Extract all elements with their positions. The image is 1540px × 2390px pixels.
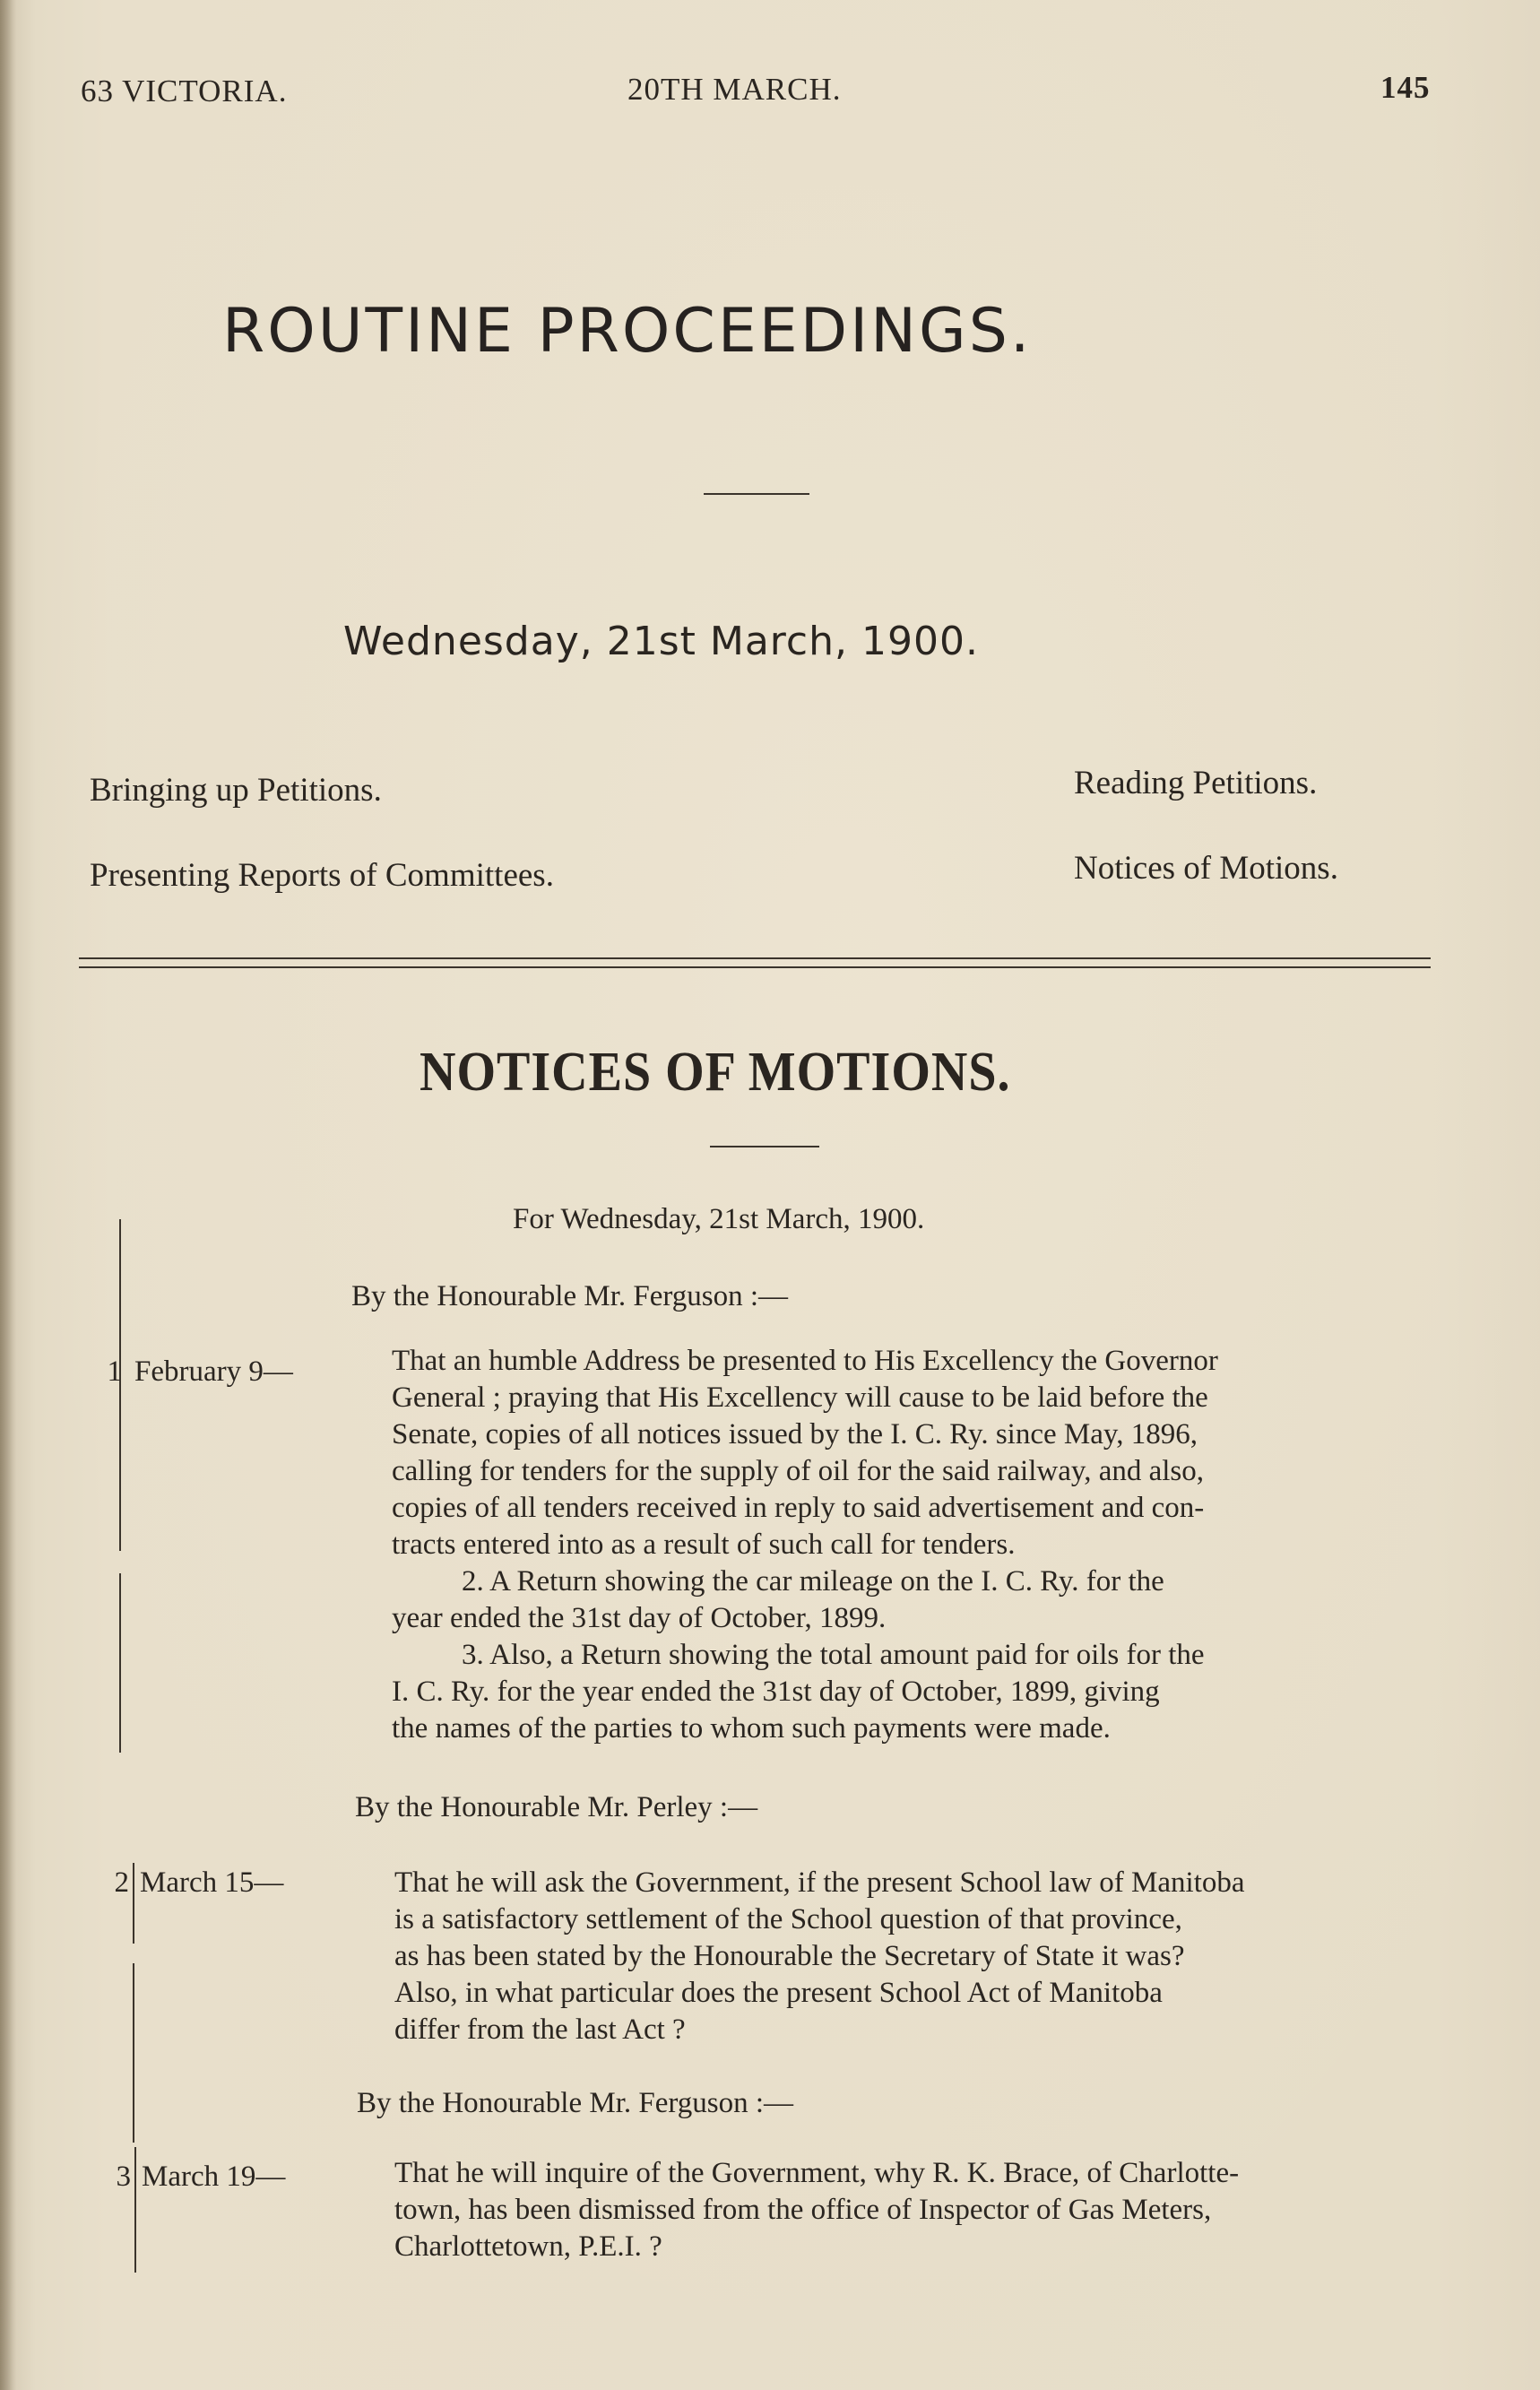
- entry-1-line-7: 2. A Return showing the car mileage on the I. C. Ry. for the: [462, 1565, 1164, 1598]
- margin-rule-entry-2-cont: [133, 1963, 134, 2143]
- binding-shadow: [0, 0, 16, 2390]
- entry-1-number: 1: [107, 1355, 122, 1388]
- entry-1-line-9: 3. Also, a Return showing the total amount paid for oils for the: [462, 1639, 1205, 1671]
- section-divider-top: [79, 957, 1431, 959]
- margin-rule-entry-2: [133, 1863, 134, 1944]
- order-item-notices-of-motions: Notices of Motions.: [1074, 850, 1338, 887]
- entry-3-mover: By the Honourable Mr. Ferguson :—: [357, 2087, 794, 2119]
- entry-1-line-5: copies of all tenders received in reply to said advertisement and con-: [392, 1492, 1205, 1524]
- section-title-rule: [710, 1146, 819, 1147]
- entry-1-line-2: General ; praying that His Excellency will cause to be laid before the: [392, 1381, 1208, 1414]
- margin-rule-entry-3: [134, 2147, 136, 2273]
- entry-3-line-1: That he will inquire of the Government, why R. K. Brace, of Charlotte-: [394, 2157, 1240, 2189]
- date-heading: Wednesday, 21st March, 1900.: [343, 619, 979, 664]
- entry-1-line-1: That an humble Address be presented to His Excellency the Governor: [392, 1345, 1218, 1377]
- entry-1-line-10: I. C. Ry. for the year ended the 31st day of October, 1899, giving: [392, 1676, 1160, 1708]
- entry-2-line-5: differ from the last Act ?: [394, 2013, 686, 2046]
- entry-1-mover: By the Honourable Mr. Ferguson :—: [351, 1280, 789, 1312]
- order-item-presenting-reports: Presenting Reports of Committees.: [90, 857, 554, 894]
- page-title: ROUTINE PROCEEDINGS.: [222, 296, 1033, 367]
- margin-rule-entry-1-cont: [119, 1573, 121, 1753]
- entry-1-line-11: the names of the parties to whom such payments were made.: [392, 1712, 1111, 1745]
- notices-for-date: For Wednesday, 21st March, 1900.: [513, 1203, 925, 1235]
- entry-1-line-6: tracts entered into as a result of such call for tenders.: [392, 1528, 1016, 1561]
- entry-2-line-1: That he will ask the Government, if the present School law of Manitoba: [394, 1866, 1245, 1899]
- entry-2-mover: By the Honourable Mr. Perley :—: [355, 1791, 758, 1823]
- entry-1-line-3: Senate, copies of all notices issued by the I. C. Ry. since May, 1896,: [392, 1418, 1198, 1450]
- entry-2-line-4: Also, in what particular does the present School Act of Manitoba: [394, 1977, 1163, 2009]
- entry-1-date: February 9—: [134, 1355, 293, 1388]
- entry-3-line-2: town, has been dismissed from the office of Inspector of Gas Meters,: [394, 2194, 1212, 2226]
- entry-2-number: 2: [114, 1866, 129, 1899]
- entry-1-line-8: year ended the 31st day of October, 1899.: [392, 1602, 887, 1634]
- running-head-left: 63 VICTORIA.: [81, 74, 288, 108]
- order-item-bringing-petitions: Bringing up Petitions.: [90, 772, 382, 809]
- entry-1-line-4: calling for tenders for the supply of oil for the said railway, and also,: [392, 1455, 1205, 1487]
- title-rule: [704, 493, 809, 495]
- section-divider-bottom: [79, 966, 1431, 968]
- running-head-center: 20TH MARCH.: [627, 72, 842, 107]
- section-title: NOTICES OF MOTIONS.: [420, 1041, 1011, 1104]
- entry-2-line-2: is a satisfactory settlement of the School question of that province,: [394, 1903, 1182, 1935]
- entry-3-date: March 19—: [142, 2161, 286, 2193]
- entry-3-line-3: Charlottetown, P.E.I. ?: [394, 2230, 662, 2263]
- entry-3-number: 3: [116, 2161, 131, 2193]
- order-item-reading-petitions: Reading Petitions.: [1074, 765, 1318, 801]
- page-number: 145: [1380, 70, 1431, 105]
- entry-2-line-3: as has been stated by the Honourable the Secretary of State it was?: [394, 1940, 1185, 1972]
- entry-2-date: March 15—: [140, 1866, 284, 1899]
